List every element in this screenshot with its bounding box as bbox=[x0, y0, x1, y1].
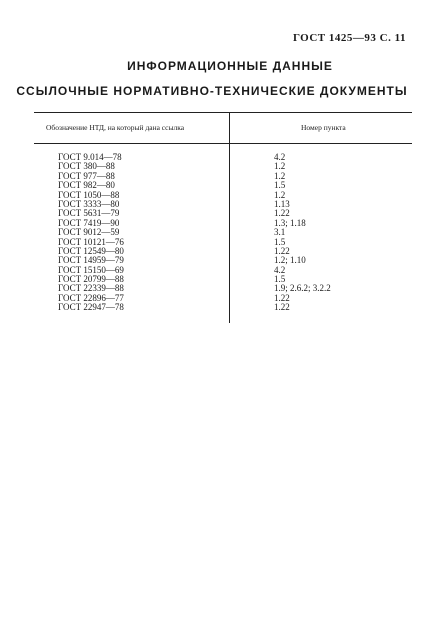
doc-designation: ГОСТ 22947—78 bbox=[58, 302, 124, 313]
page-header: ГОСТ 1425—93 С. 11 bbox=[292, 32, 406, 44]
doc-designation: ГОСТ 9.014—78 bbox=[58, 152, 122, 162]
table-row bbox=[0, 303, 424, 312]
item-number: 1.2 bbox=[274, 161, 286, 172]
item-number: 1.9; 2.6.2; 3.2.2 bbox=[274, 283, 331, 294]
item-number: 1.5 bbox=[274, 236, 286, 247]
doc-designation: ГОСТ 20799—88 bbox=[58, 274, 124, 285]
item-number: 4.2 bbox=[274, 264, 286, 275]
section-title-references: ССЫЛОЧНЫЕ НОРМАТИВНО-ТЕХНИЧЕСКИЕ ДОКУМЕНТЫ bbox=[16, 84, 408, 98]
doc-designation: ГОСТ 982—80 bbox=[58, 180, 115, 191]
item-number: 1.22 bbox=[274, 208, 290, 219]
doc-designation: ГОСТ 7419—90 bbox=[58, 217, 120, 228]
doc-designation: ГОСТ 1050—88 bbox=[58, 189, 120, 200]
table-header-rule bbox=[34, 143, 412, 144]
doc-designation: ГОСТ 3333—80 bbox=[58, 198, 120, 209]
doc-designation: ГОСТ 380—88 bbox=[58, 161, 115, 172]
doc-designation: ГОСТ 5631—79 bbox=[58, 208, 120, 219]
item-number: 1.22 bbox=[274, 245, 290, 256]
doc-designation: ГОСТ 15150—69 bbox=[58, 264, 124, 275]
doc-designation: ГОСТ 22339—88 bbox=[58, 283, 124, 294]
doc-designation: ГОСТ 14959—79 bbox=[58, 255, 124, 266]
item-number: 4.2 bbox=[274, 152, 286, 162]
doc-designation: ГОСТ 977—88 bbox=[58, 170, 115, 181]
item-number: 1.2; 1.10 bbox=[274, 255, 306, 266]
item-number: 1.2 bbox=[274, 189, 286, 200]
column-header-designation: Обозначение НТД, на который дана ссылка bbox=[46, 123, 185, 132]
table-top-rule bbox=[34, 112, 412, 113]
item-number: 1.5 bbox=[274, 274, 286, 285]
item-number: 1.3; 1.18 bbox=[274, 217, 306, 228]
doc-designation: ГОСТ 12549—80 bbox=[58, 245, 124, 256]
doc-designation: ГОСТ 22896—77 bbox=[58, 292, 124, 303]
item-number: 1.22 bbox=[274, 302, 290, 313]
doc-designation: ГОСТ 10121—76 bbox=[58, 236, 124, 247]
item-number: 1.2 bbox=[274, 170, 286, 181]
doc-designation: ГОСТ 9012—59 bbox=[58, 227, 120, 238]
item-number: 3.1 bbox=[274, 227, 286, 238]
item-number: 1.13 bbox=[274, 198, 290, 209]
section-title-information: ИНФОРМАЦИОННЫЕ ДАННЫЕ bbox=[127, 59, 333, 73]
item-number: 1.22 bbox=[274, 292, 290, 303]
reference-table-body bbox=[0, 153, 424, 313]
column-header-item: Номер пункта bbox=[301, 123, 346, 132]
item-number: 1.5 bbox=[274, 180, 286, 191]
